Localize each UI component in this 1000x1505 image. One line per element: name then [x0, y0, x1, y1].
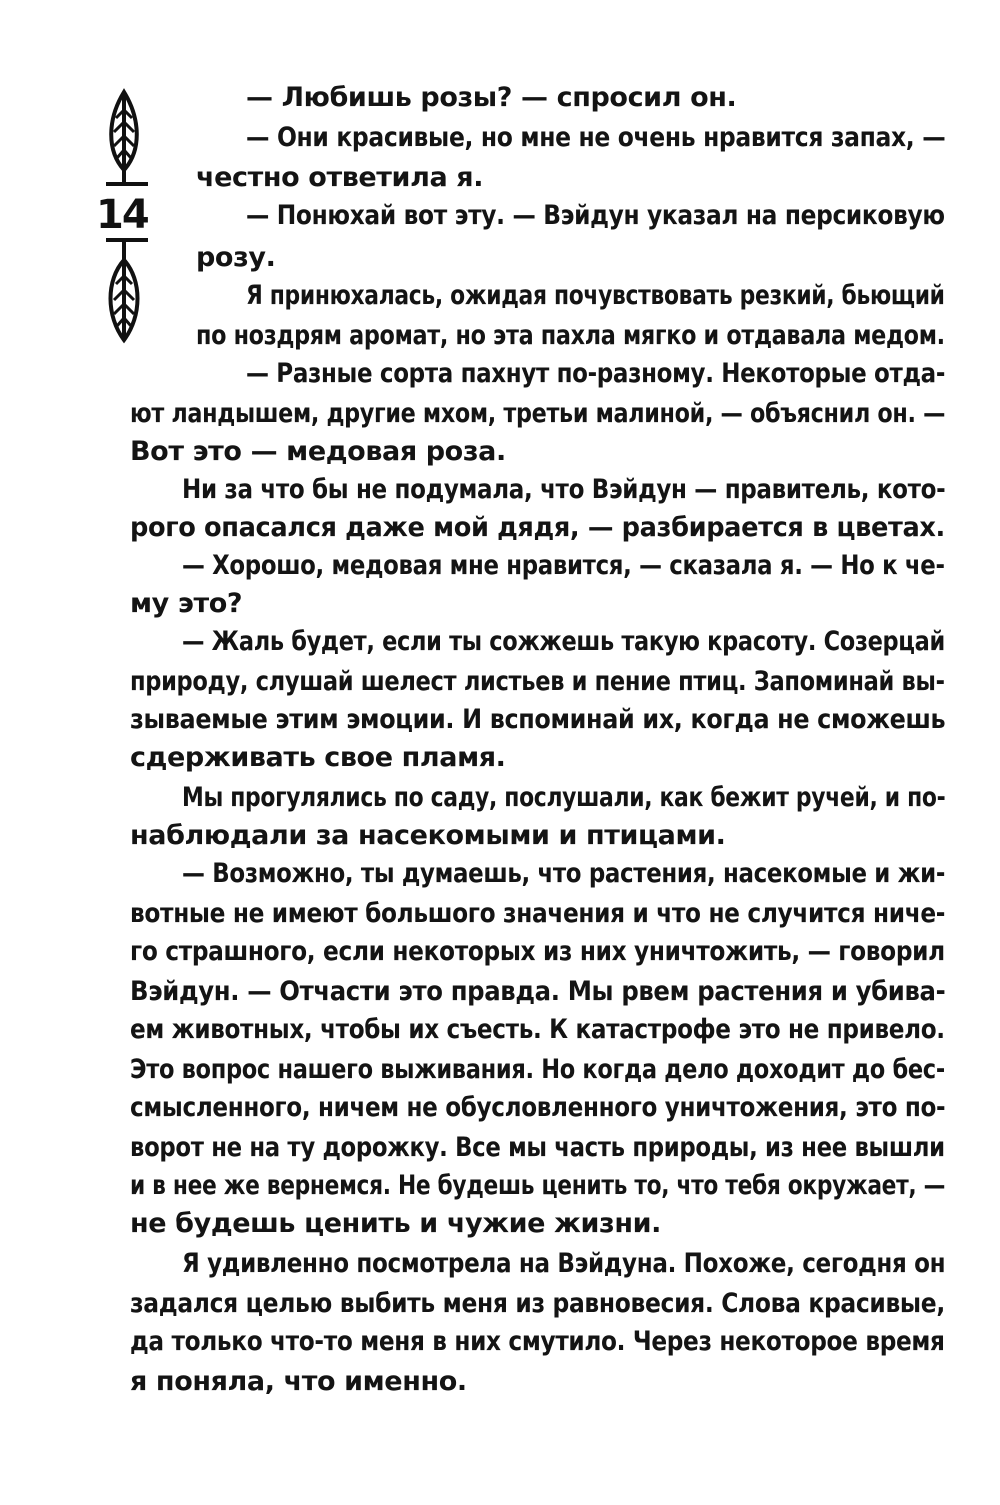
- text-line: вотные не имеют большого значения и что не случится ниче-: [130, 898, 946, 929]
- text-line: наблюдали за насекомыми и птицами.: [130, 820, 726, 851]
- text-line: зываемые этим эмоции. И вспоминай их, когда не сможешь: [130, 704, 946, 735]
- text-line: задался целью выбить меня из равновесия. Слова красивые,: [130, 1288, 945, 1319]
- text-line: ем животных, чтобы их съесть. К катастрофе это не привело.: [130, 1014, 945, 1045]
- text-line: Вэйдун. — Отчасти это правда. Мы рвем растения и убива-: [130, 976, 946, 1007]
- text-line: — Понюхай вот эту. — Вэйдун указал на персиковую: [246, 200, 945, 231]
- text-line: и в нее же вернемся. Не будешь ценить то, что тебя окружает, —: [130, 1170, 946, 1201]
- text-line: Ни за что бы не подумала, что Вэйдун — правитель, кото-: [182, 474, 946, 505]
- text-line: ворот не на ту дорожку. Все мы часть природы, из нее вышли: [130, 1132, 945, 1163]
- text-line: го страшного, если некоторых из них уничтожить, — говорил: [130, 936, 945, 967]
- text-line: честно ответила я.: [196, 162, 484, 193]
- page-number: 14: [96, 192, 148, 238]
- text-line: Мы прогулялись по саду, послушали, как бежит ручей, и по-: [182, 782, 946, 813]
- text-line: — Любишь розы? — спросил он.: [246, 82, 737, 113]
- text-line: му это?: [130, 588, 243, 619]
- text-line: Это вопрос нашего выживания. Но когда дело доходит до бес-: [130, 1054, 945, 1085]
- text-line: розу.: [196, 242, 276, 273]
- text-line: Я удивленно посмотрела на Вэйдуна. Похоже, сегодня он: [182, 1248, 946, 1279]
- text-line: ют ландышем, другие мхом, третьи малиной, — объяснил он. —: [130, 398, 946, 429]
- text-line: рого опасался даже мой дядя, — разбирается в цветах.: [130, 512, 945, 543]
- text-line: по ноздрям аромат, но эта пахла мягко и отдавала медом.: [196, 320, 945, 351]
- text-line: сдерживать свое пламя.: [130, 742, 506, 773]
- text-line: Я принюхалась, ожидая почувствовать резкий, бьющий: [246, 280, 945, 311]
- text-line: — Возможно, ты думаешь, что растения, насекомые и жи-: [182, 858, 946, 889]
- text-line: природу, слушай шелест листьев и пение птиц. Запоминай вы-: [130, 666, 945, 697]
- text-line: — Разные сорта пахнут по-разному. Некоторые отда-: [246, 358, 946, 389]
- text-line: не будешь ценить и чужие жизни.: [130, 1208, 661, 1239]
- text-line: — Они красивые, но мне не очень нравится запах, —: [246, 122, 946, 153]
- text-line: — Жаль будет, если ты сожжешь такую красоту. Созерцай: [182, 626, 945, 657]
- text-line: Вот это — медовая роза.: [130, 436, 506, 467]
- text-line: смысленного, ничем не обусловленного уничтожения, это по-: [130, 1092, 946, 1123]
- text-line: да только что-то меня в них смутило. Через некоторое время: [130, 1326, 945, 1357]
- text-line: — Хорошо, медовая мне нравится, — сказала я. — Но к че-: [182, 550, 945, 581]
- text-line: я поняла, что именно.: [130, 1366, 467, 1397]
